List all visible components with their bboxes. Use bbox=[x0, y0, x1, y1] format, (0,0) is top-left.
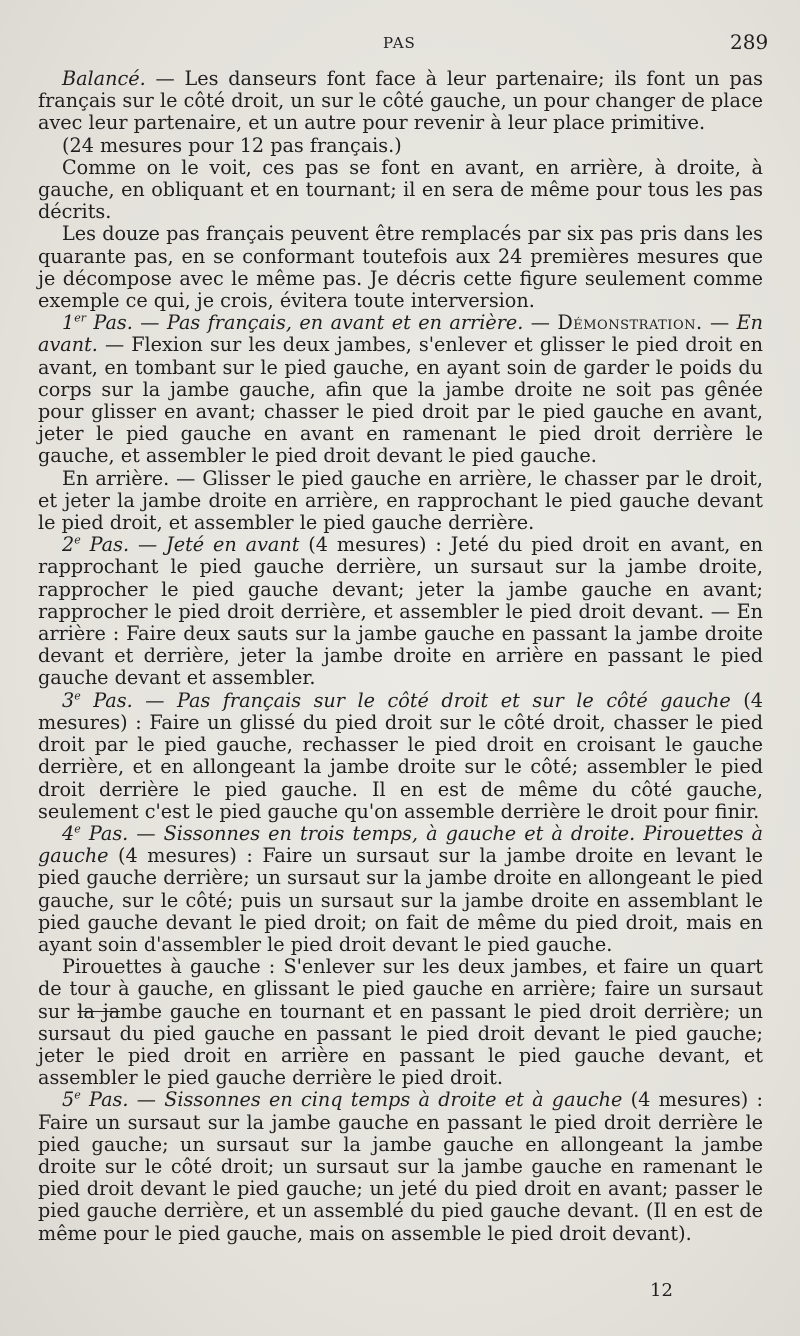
pas-number-suffix: e bbox=[74, 689, 81, 703]
paragraph-pas-3 bbox=[38, 690, 763, 823]
pas-title: Pas français sur le côté droit et sur le côté gauche bbox=[176, 688, 731, 712]
paragraph-text: Pirouettes à gauche : S'enlever sur les deux jambes, et faire un quart de tour à gauche, en glissant le pied gauche en arrière; faire un sursaut sur bbox=[38, 955, 763, 1023]
pas-label: Pas. bbox=[86, 311, 133, 335]
pas-label: Pas. bbox=[80, 1088, 129, 1112]
pas-number-suffix: e bbox=[74, 1088, 81, 1102]
demonstration-label: Démonstration. bbox=[557, 311, 703, 335]
paragraph-text: (4 mesures) : Faire un sursaut sur la jambe gauche en passant le pied droit derrière le pied gauche; un sursaut sur la jambe gauche en allongeant la jambe droite sur le côté droit; un sursaut sur la jambe gauche en ramenant le pied droit devant le pied gauche; un jeté du pied droit en avant; passer le pied gauche derrière, et un assemblé du pied gauche devant. (Il en est de même pour le pied gauche, mais on assemble le pied droit devant). bbox=[38, 1088, 763, 1245]
paragraph-text: Comme on le voit, ces pas se font en avant, en arrière, à droite, à gauche, en obliquant et en tournant; il en sera de même pour tous les pas décrits. bbox=[38, 155, 763, 224]
pas-number-suffix: e bbox=[74, 533, 81, 547]
paragraph-pas-5 bbox=[38, 1089, 763, 1244]
pas-label: Pas. bbox=[80, 821, 129, 845]
paragraph-comment bbox=[38, 157, 763, 224]
paragraph-text: (4 mesures) : Jeté du pied droit en avant, en rapprochant le pied gauche derrière, un sursaut sur la jambe droite, rapprocher le pied gauche devant; jeter la jambe gauche en avant; rapprocher le pied droit derrière, et assembler le pied droit devant. — En arrière : Faire deux sauts sur la jambe gauche en passant la jambe droite devant et derrière, jeter la jambe droite en arrière en passant le pied gauche devant et assembler. bbox=[38, 533, 764, 690]
pas-title: Sissonnes en cinq temps à droite et à gauche bbox=[164, 1088, 623, 1112]
paragraph-balance bbox=[38, 68, 763, 135]
paragraph-text: (4 mesures) : Faire un sursaut sur la jambe droite en levant le pied gauche derrière; un sursaut sur la jambe droite en allongeant le pied gauche, sur le côté; puis un sursaut sur la jambe droite en assemblant le pied gauche devant le pied droit; on fait de même du pied droit, mais en ayant soin d'assembler le pied droit devant le pied gauche. bbox=[38, 844, 763, 956]
dash: — bbox=[128, 821, 164, 845]
paragraph-text: (4 mesures) : Faire un glissé du pied droit sur le côté droit, chasser le pied droit par le pied gauche, rechasser le pied droit en croisant le gauche derrière, et en allongeant la jambe droite sur le côté; assembler le pied droit derrière le pied gauche. Il en est de même du côté gauche, seulement c'est le pied gauche qu'on assemble derrière le droit pour finir. bbox=[38, 688, 763, 823]
pas-number-suffix: e bbox=[74, 822, 81, 836]
pas-number: 2 bbox=[62, 533, 75, 557]
pas-label: Pas. bbox=[80, 688, 133, 712]
pas-number: 4 bbox=[62, 821, 75, 845]
dash: — bbox=[132, 688, 177, 712]
subsection-label: En avant. bbox=[38, 311, 763, 357]
page-header bbox=[0, 30, 800, 58]
pas-number: 3 bbox=[62, 688, 75, 712]
pas-label: Pas. bbox=[80, 533, 130, 557]
dash: — bbox=[523, 311, 558, 335]
pas-number-suffix: er bbox=[74, 311, 86, 325]
signature-mark: 12 bbox=[650, 1280, 673, 1301]
page-body bbox=[38, 68, 763, 1245]
dash: — bbox=[702, 311, 737, 335]
paragraph-text: — Flexion sur les deux jambes, s'enlever et glisser le pied droit en avant, en tombant sur le pied gauche, en ayant soin de garder le poids du corps sur la jambe gauche, afin que la jambe droite ne soit pas gênée pour glisser en avant; chasser le pied droit par le pied gauche en avant, jeter le pied gauche en avant en ramenant le pied droit derrière le gauche, et assembler le pied droit devant le pied gauche. bbox=[38, 333, 763, 468]
dash: — bbox=[132, 311, 167, 335]
dash: — bbox=[129, 533, 167, 557]
pas-number: 5 bbox=[62, 1088, 75, 1112]
pas-title: Sissonnes en trois temps, à gauche et à droite. Pirouettes à gauche bbox=[38, 821, 763, 868]
pas-title: Jeté en avant bbox=[166, 533, 300, 557]
struck-text: la ja bbox=[77, 999, 121, 1023]
paragraph-text: En arrière. — Glisser le pied gauche en arrière, le chasser par le droit, et jeter la jambe droite en arrière, en rapprochant le pied gauche devant le pied droit, et assembler le pied gauche derrière. bbox=[38, 466, 763, 535]
paragraph-en-arriere bbox=[38, 468, 763, 535]
paragraph-pas-4 bbox=[38, 823, 763, 956]
paragraph-pas-2 bbox=[38, 534, 763, 689]
pas-number: 1 bbox=[62, 311, 75, 335]
dash: — bbox=[128, 1088, 165, 1112]
paragraph-text: (24 mesures pour 12 pas français.) bbox=[62, 133, 402, 157]
running-title: PAS bbox=[383, 34, 416, 52]
paragraph-text: Les douze pas français peuvent être remplacés par six pas pris dans les quarante pas, en se conformant toutefois aux 24 premières mesures que je décompose avec le même pas. Je décris cette figure seulement comme exemple ce qui, je crois, évitera toute interversion. bbox=[38, 222, 763, 313]
paragraph-pirouettes bbox=[38, 956, 763, 1089]
pas-title: Pas français, en avant et en arrière. bbox=[166, 311, 524, 335]
paragraph-text: — Les danseurs font face à leur partenaire; ils font un pas français sur le côté droit, un sur le côté gauche, un pour changer de place avec leur partenaire, et un autre pour revenir à leur place primitive. bbox=[38, 67, 763, 135]
page-number: 289 bbox=[730, 30, 769, 54]
paragraph-lead: Balancé. bbox=[62, 67, 146, 90]
paragraph-text: mbe gauche en tournant et en passant le pied droit derrière; un sursaut du pied gauche en passant le pied droit devant le pied gauche; jeter le pied droit en arrière en passant le pied gauche devant, et assembler le pied gauche derrière le pied droit. bbox=[38, 999, 763, 1090]
paragraph-pas-1 bbox=[38, 312, 763, 467]
paragraph-douze-pas bbox=[38, 223, 763, 312]
paragraph-measures bbox=[38, 135, 763, 157]
